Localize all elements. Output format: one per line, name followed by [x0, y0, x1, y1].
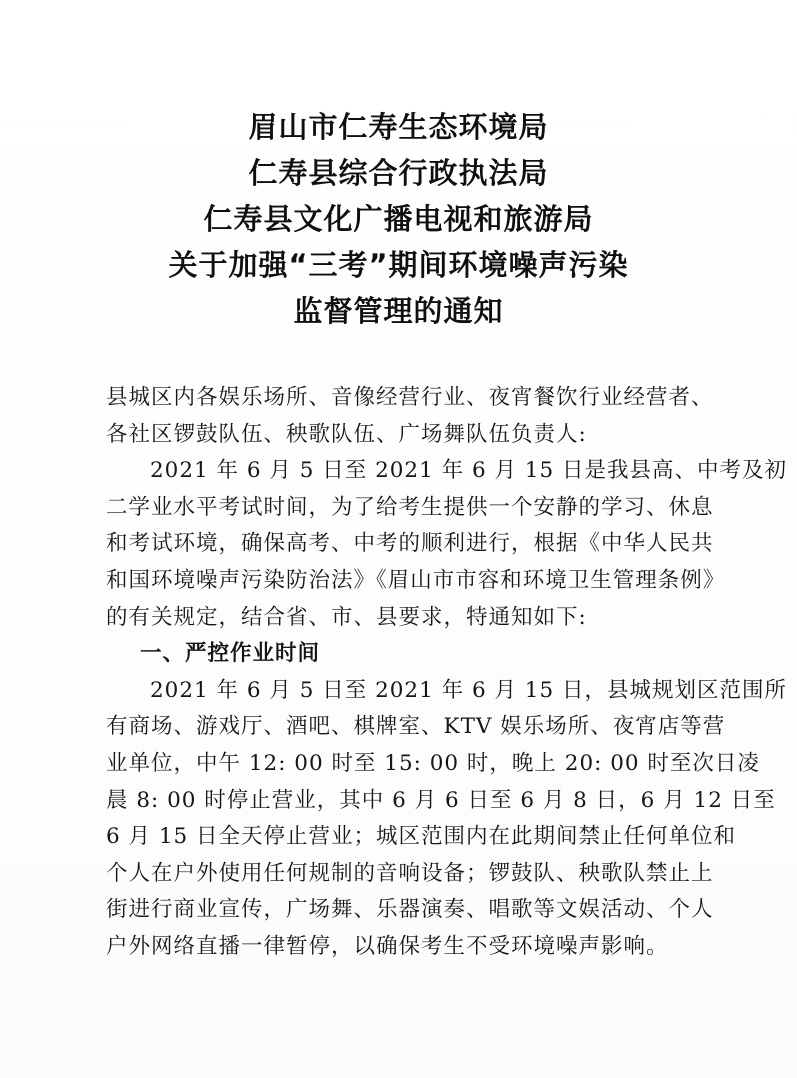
title-line-issuer-3: 仁寿县文化广播电视和旅游局 — [203, 202, 594, 236]
section-paragraph-line: 业单位，中午 12: 00 时至 15: 00 时，晚上 20: 00 时至次日凌 — [106, 750, 760, 776]
intro-paragraph-line: 2021 年 6 月 5 日至 2021 年 6 月 15 日是我县高、中考及初 — [150, 458, 788, 484]
intro-paragraph-line: 二学业水平考试时间，为了给考生提供一个安静的学习、休息 — [106, 494, 714, 520]
section-paragraph-line: 街进行商业宣传，广场舞、乐器演奏、唱歌等文娱活动、个人 — [106, 897, 714, 923]
section-paragraph-line: 有商场、游戏厅、酒吧、棋牌室、KTV 娱乐场所、夜宵店等营 — [106, 714, 726, 740]
intro-paragraph-line: 的有关规定，结合省、市、县要求，特通知如下: — [106, 604, 587, 630]
notice-title — [0, 104, 797, 334]
addressee-line: 各社区锣鼓队伍、秧歌队伍、广场舞队伍负责人: — [106, 421, 587, 447]
section-paragraph-line: 个人在户外使用任何规制的音响设备；锣鼓队、秧歌队禁止上 — [106, 860, 714, 886]
section-paragraph-line: 户外网络直播一律暂停，以确保考生不受环境噪声影响。 — [106, 933, 669, 959]
addressee-line: 县城区内各娱乐场所、音像经营行业、夜宵餐饮行业经营者、 — [106, 385, 714, 410]
notice-body — [106, 380, 788, 966]
intro-paragraph-line: 和国环境噪声污染防治法》《眉山市市容和环境卫生管理条例》 — [106, 567, 726, 593]
section-paragraph-line: 6 月 15 日全天停止营业；城区范围内在此期间禁止任何单位和 — [106, 824, 737, 850]
title-line-issuer-2: 仁寿县综合行政执法局 — [248, 156, 549, 190]
section-paragraph-line: 2021 年 6 月 5 日至 2021 年 6 月 15 日，县城规划区范围所 — [150, 677, 788, 703]
title-line-subject-2: 监督管理的通知 — [293, 294, 504, 328]
section-paragraph-line: 晨 8: 00 时停止营业，其中 6 月 6 日至 6 月 8 日，6 月 12 日至 — [106, 787, 776, 813]
intro-paragraph-line: 和考试环境，确保高考、中考的顺利进行，根据《中华人民共 — [106, 531, 714, 557]
section-heading: 一、严控作业时间 — [140, 641, 321, 667]
title-line-subject-1: 关于加强“三考”期间环境噪声污染 — [168, 248, 629, 282]
title-line-issuer-1: 眉山市仁寿生态环境局 — [248, 110, 549, 144]
